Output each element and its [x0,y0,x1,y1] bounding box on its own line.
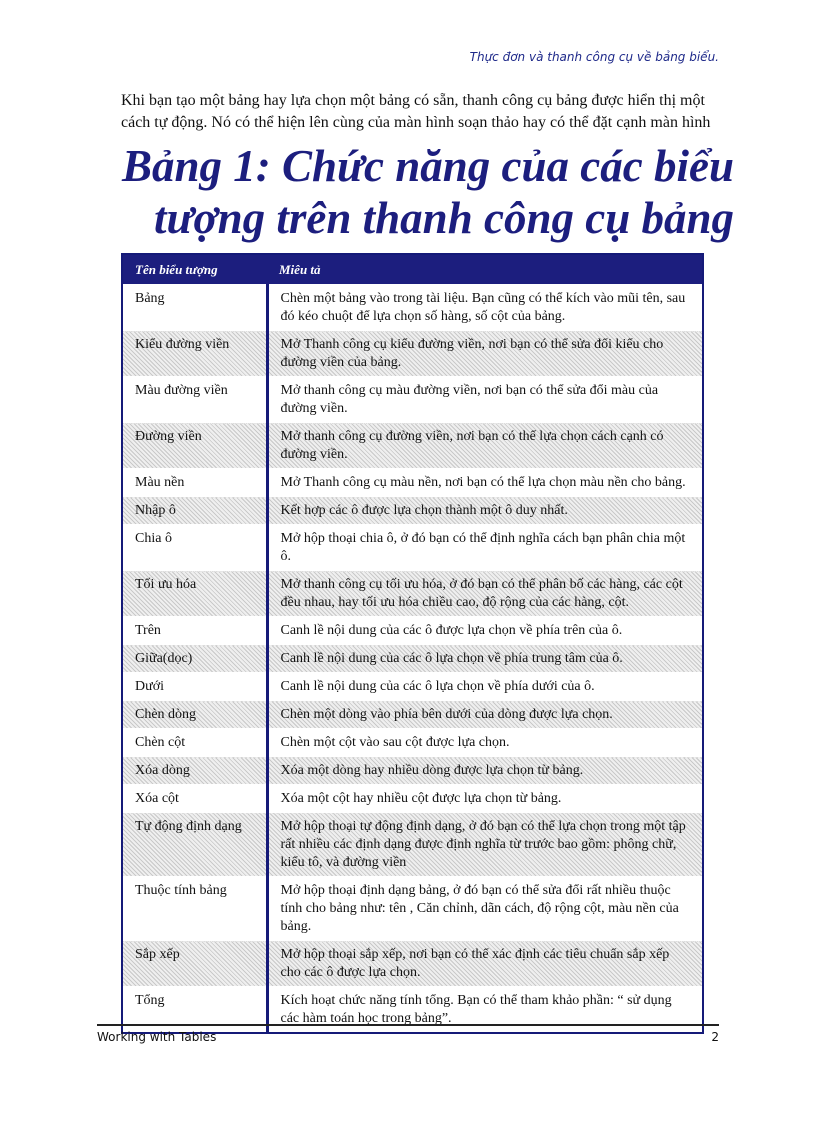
column-header-description: Miêu tả [267,254,703,285]
icon-name-cell: Sắp xếp [122,941,267,987]
icon-name-cell: Chia ô [122,525,267,571]
table-row [122,497,703,525]
description-cell: Chèn một bảng vào trong tài liệu. Bạn cũng có thể kích vào mũi tên, sau đó kéo chuột để lựa chọn số hàng, số cột của bảng. [267,285,703,331]
icon-name-cell: Chèn cột [122,729,267,757]
icon-name-cell: Tổng [122,987,267,1034]
description-cell: Canh lề nội dung của các ô lựa chọn về phía trung tâm của ô. [267,645,703,673]
description-cell: Mở Thanh công cụ kiểu đường viền, nơi bạn có thể sửa đổi kiểu cho đường viền của bảng. [267,331,703,377]
footer-rule [97,1024,719,1026]
icon-name-cell: Đường viền [122,423,267,469]
icon-name-cell: Bảng [122,285,267,331]
table-caption-line-2: tượng trên thanh công cụ bảng [153,193,734,243]
icon-name-cell: Thuộc tính bảng [122,877,267,941]
table-row [122,701,703,729]
description-cell: Chèn một cột vào sau cột được lựa chọn. [267,729,703,757]
table-row [122,525,703,571]
icon-name-cell: Màu nền [122,469,267,497]
description-cell: Canh lề nội dung của các ô lựa chọn về phía dưới của ô. [267,673,703,701]
icon-name-cell: Xóa dòng [122,757,267,785]
description-cell: Mở hộp thoại sắp xếp, nơi bạn có thể xác định các tiêu chuẩn sắp xếp cho các ô được lựa chọn. [267,941,703,987]
table-caption [120,140,734,244]
table-row [122,785,703,813]
icon-name-cell: Nhập ô [122,497,267,525]
table-row [122,987,703,1034]
page-number: 2 [711,1030,719,1044]
column-header-icon-name: Tên biểu tượng [122,254,267,285]
table-row [122,941,703,987]
table-row [122,469,703,497]
table-row [122,423,703,469]
table-body [122,285,703,1034]
table-row [122,729,703,757]
description-cell: Mở Thanh công cụ màu nền, nơi bạn có thể lựa chọn màu nền cho bảng. [267,469,703,497]
table-header-row [122,254,703,285]
description-cell: Kích hoạt chức năng tính tổng. Bạn có thể tham khảo phần: “ sử dụng các hàm toán học trong bảng”. [267,987,703,1034]
table-row [122,331,703,377]
description-cell: Mở thanh công cụ đường viền, nơi bạn có thể lựa chọn cách cạnh có đường viền. [267,423,703,469]
icon-name-cell: Trên [122,617,267,645]
table-row [122,757,703,785]
description-cell: Xóa một cột hay nhiều cột được lựa chọn từ bảng. [267,785,703,813]
description-cell: Xóa một dòng hay nhiều dòng được lựa chọn từ bảng. [267,757,703,785]
icon-name-cell: Chèn dòng [122,701,267,729]
table-row [122,645,703,673]
description-cell: Canh lề nội dung của các ô được lựa chọn về phía trên của ô. [267,617,703,645]
table-caption-line-1: Bảng 1: Chức năng của các biểu [121,141,734,191]
table-row [122,877,703,941]
description-cell: Mở hộp thoại định dạng bảng, ở đó bạn có thể sửa đổi rất nhiều thuộc tính cho bảng như: tên , Căn chỉnh, dãn cách, độ rộng cột, màu nền của bảng. [267,877,703,941]
icon-name-cell: Xóa cột [122,785,267,813]
running-header: Thực đơn và thanh công cụ về bảng biểu. [469,50,719,64]
table-row [122,813,703,877]
table-row [122,617,703,645]
description-cell: Mở hộp thoại chia ô, ở đó bạn có thể định nghĩa cách bạn phân chia một ô. [267,525,703,571]
description-cell: Mở thanh công cụ màu đường viền, nơi bạn có thể sửa đổi màu của đường viền. [267,377,703,423]
table-row [122,377,703,423]
intro-paragraph: Khi bạn tạo một bảng hay lựa chọn một bảng có sẵn, thanh công cụ bảng được hiển thị một cách tự động. Nó có thể hiện lên cùng của màn hình soạn thảo hay có thể đặt cạnh màn hình [121,92,711,131]
icon-function-table [121,253,704,1034]
icon-name-cell: Kiểu đường viền [122,331,267,377]
icon-name-cell: Tối ưu hóa [122,571,267,617]
description-cell: Mở hộp thoại tự động định dạng, ở đó bạn có thể lựa chọn trong một tập rất nhiều các định dạng được định nghĩa từ trước bao gồm: phông chữ, kiểu tô, và đường viền [267,813,703,877]
icon-name-cell: Tự động định dạng [122,813,267,877]
footer-title: Working with Tables [97,1030,217,1044]
table-row [122,571,703,617]
icon-name-cell: Giữa(dọc) [122,645,267,673]
description-cell: Chèn một dòng vào phía bên dưới của dòng được lựa chọn. [267,701,703,729]
icon-name-cell: Màu đường viền [122,377,267,423]
description-cell: Mở thanh công cụ tối ưu hóa, ở đó bạn có thể phân bố các hàng, các cột đều nhau, hay tối ưu hóa chiều cao, độ rộng của các hàng, cột. [267,571,703,617]
table-row [122,673,703,701]
table-row [122,285,703,331]
icon-name-cell: Dưới [122,673,267,701]
description-cell: Kết hợp các ô được lựa chọn thành một ô duy nhất. [267,497,703,525]
